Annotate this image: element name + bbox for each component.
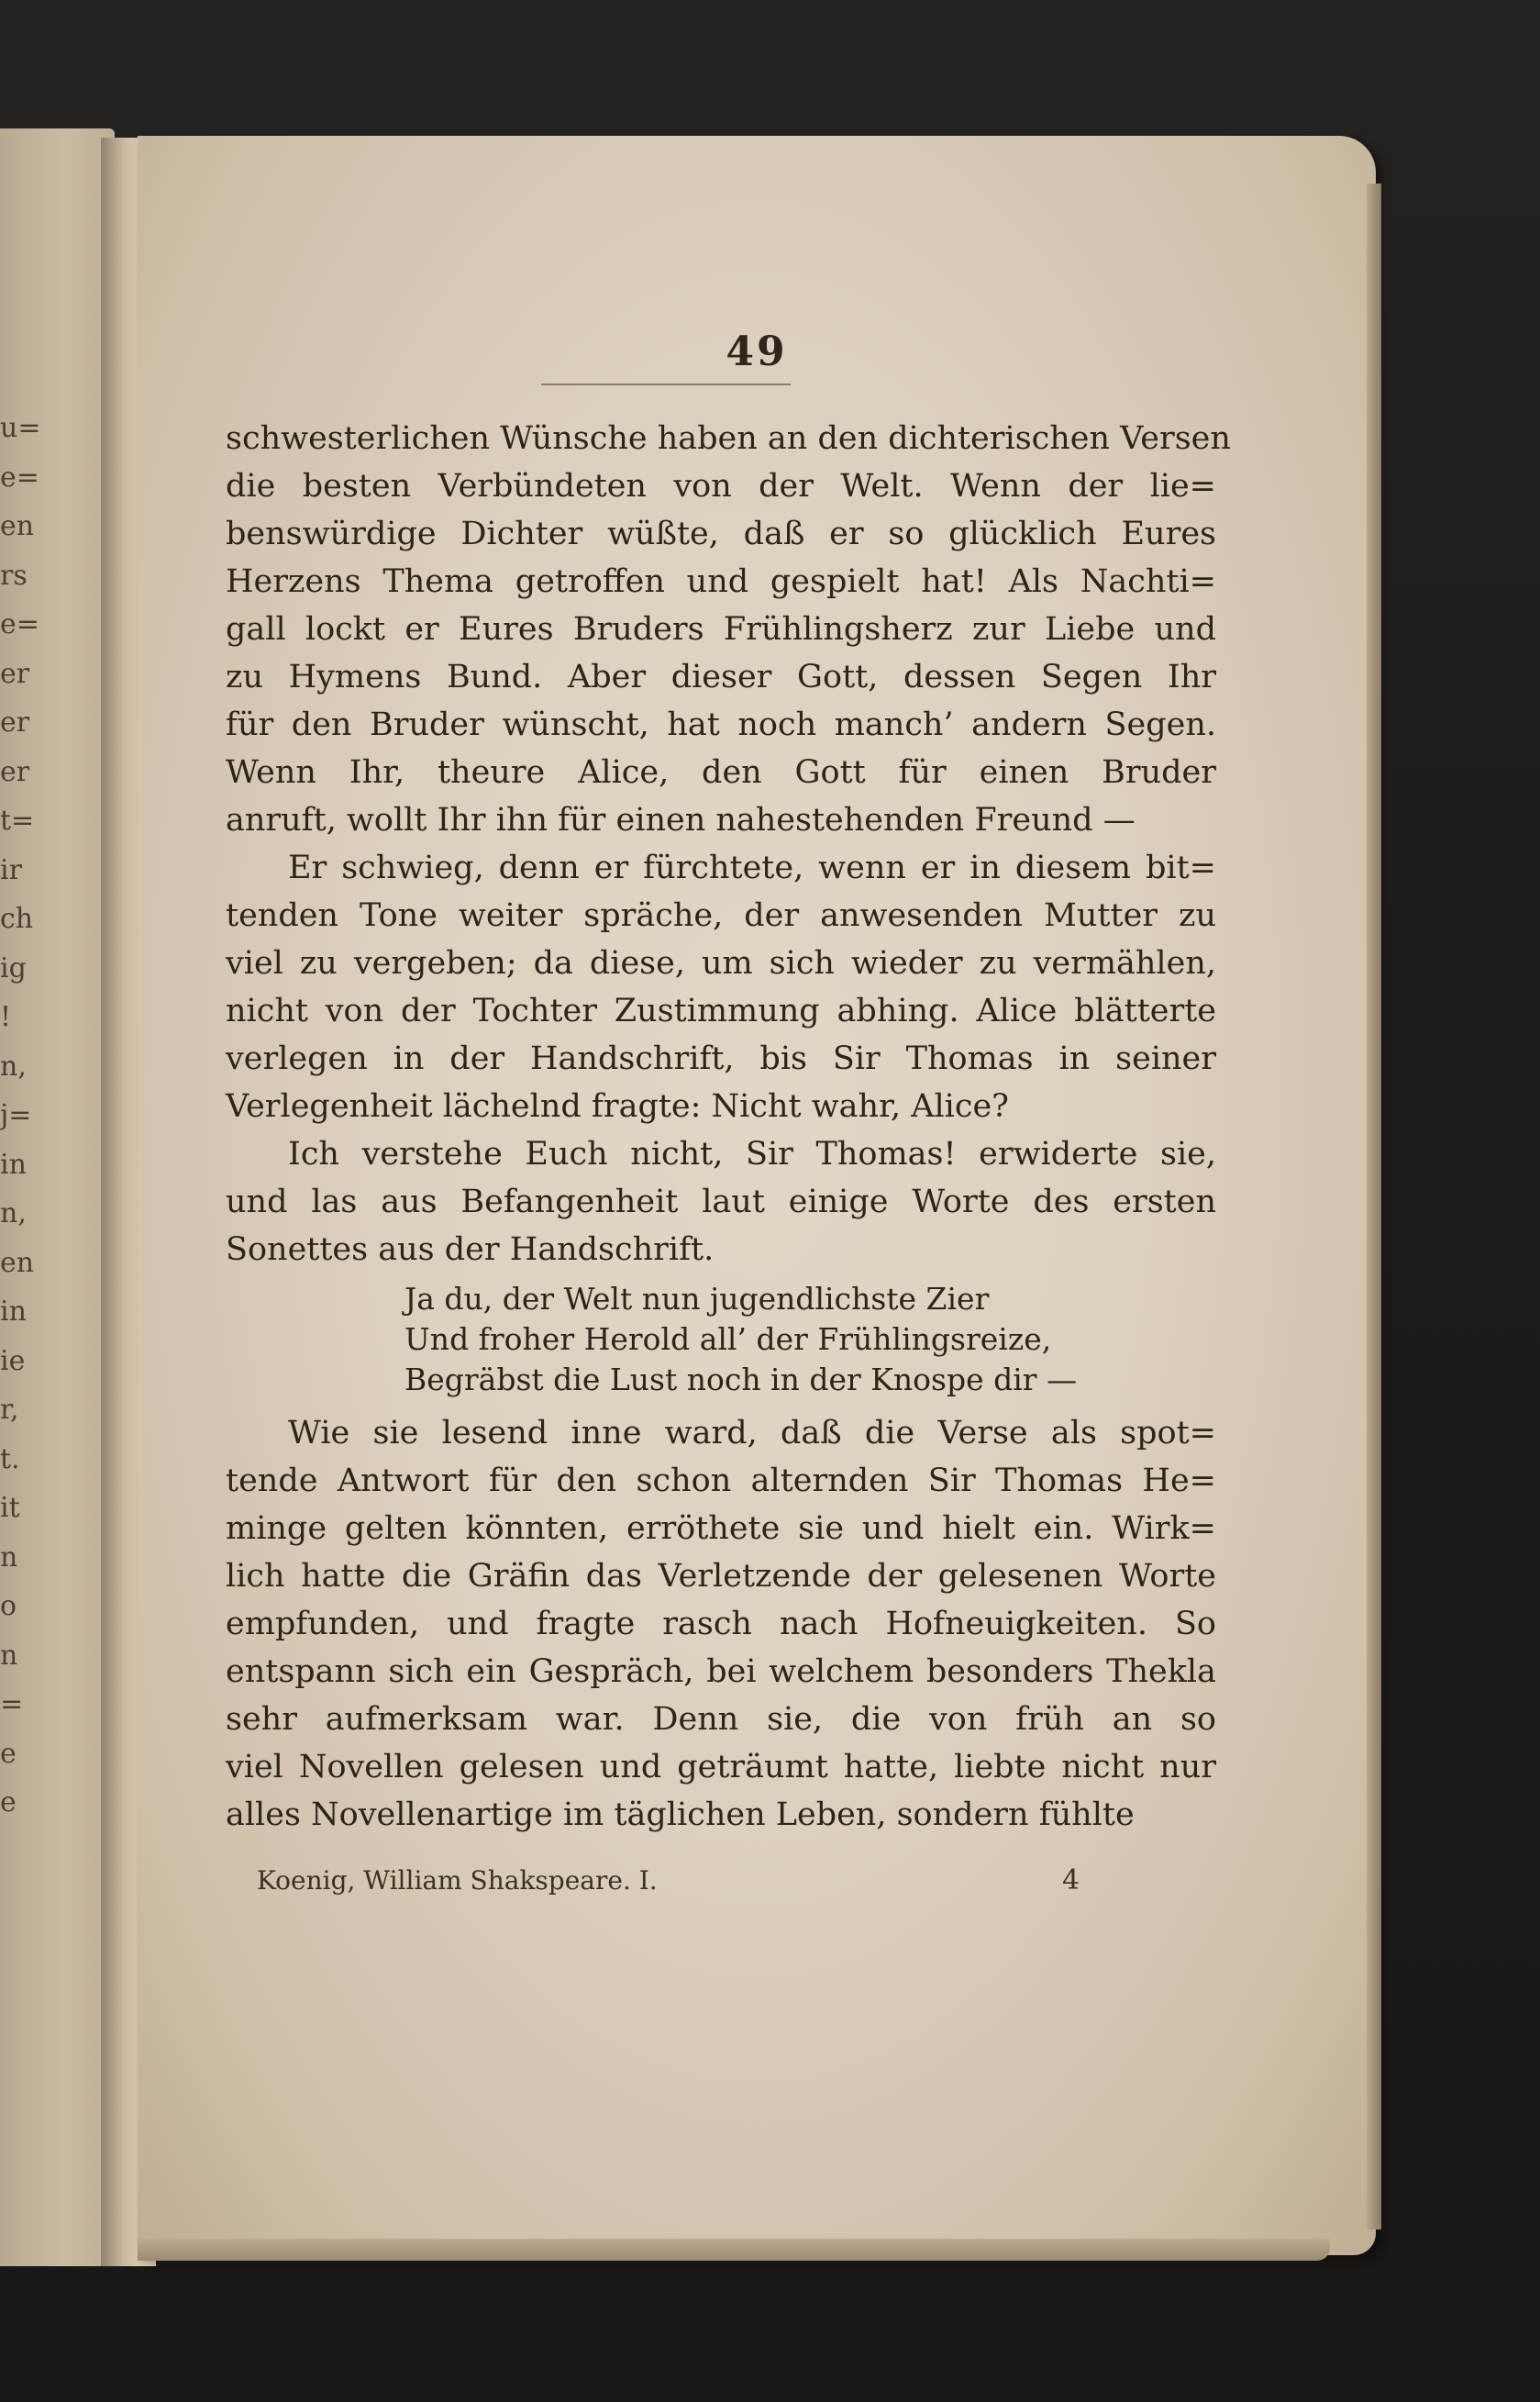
left-page-fragment: ir [0, 853, 22, 886]
verse-line: Und froher Herold all’ der Frühlingsreize, [404, 1321, 1052, 1357]
text-line: empfunden, und fragte rasch nach Hofneuigkeiten. So [226, 1606, 1216, 1642]
left-page-fragment: = [0, 1688, 24, 1720]
text-line: alles Novellenartige im täglichen Leben, sondern fühlte [226, 1796, 1135, 1833]
text-line: lich hatte die Gräfin das Verletzende der gelesenen Worte [226, 1558, 1216, 1595]
page-footer [257, 1861, 1082, 1901]
left-page-fragment: en [0, 510, 35, 542]
left-page-fragment: e= [0, 608, 39, 640]
left-page-fragment: o [0, 1590, 17, 1622]
footer-author-title: Koenig, William Shakspeare. I. [257, 1865, 658, 1896]
text-line: entspann sich ein Gespräch, bei welchem besonders Thekla [226, 1653, 1216, 1690]
text-line: Herzens Thema getroffen und gespielt hat! Als Nachti= [226, 563, 1216, 600]
paragraph [226, 1409, 1216, 1839]
text-line: minge gelten könnten, erröthete sie und hielt ein. Wirk= [226, 1510, 1216, 1547]
left-page-fragment: ch [0, 903, 34, 935]
page-bottom-edge [138, 2239, 1330, 2261]
text-line: für den Bruder wünscht, hat noch manch’ andern Segen. [226, 706, 1216, 743]
text-line: Er schwieg, denn er fürchtete, wenn er in diesem bit= [288, 850, 1216, 886]
text-line: Sonettes aus der Handschrift. [226, 1231, 715, 1268]
left-page-fragment: n, [0, 1050, 27, 1083]
verse-line: Ja du, der Welt nun jugendlichste Zier [404, 1281, 990, 1317]
page-number: 49 [726, 328, 788, 375]
left-page-fragment: t= [0, 805, 35, 837]
left-page-fragment: e [0, 1737, 17, 1770]
left-page-fragment: rs [0, 559, 28, 592]
text-line: und las aus Befangenheit laut einige Worte des ersten [226, 1184, 1216, 1220]
text-line: gall lockt er Eures Bruders Frühlingsherz zur Liebe und [226, 611, 1216, 648]
left-page-fragment: ! [0, 1001, 12, 1033]
text-line: anruft, wollt Ihr ihn für einen nahestehenden Freund — [226, 802, 1136, 839]
left-page-text-fragments [0, 404, 41, 1890]
verse-block [226, 1273, 1216, 1409]
verse-line: Begräbst die Lust noch in der Knospe dir — [404, 1362, 1078, 1397]
left-page-fragment: n, [0, 1197, 27, 1229]
text-line: Wenn Ihr, theure Alice, den Gott für einen Bruder [226, 754, 1216, 791]
text-line: Verlegenheit lächelnd fragte: Nicht wahr, Alice? [226, 1088, 1009, 1125]
text-line: viel Novellen gelesen und geträumt hatte, liebte nicht nur [226, 1749, 1216, 1785]
text-line: schwesterlichen Wünsche haben an den dichterischen Versen [226, 420, 1231, 457]
left-page-fragment: ie [0, 1344, 26, 1377]
left-page-fragment: in [0, 1148, 27, 1181]
left-page-fragment: er [0, 755, 30, 788]
text-line: Ich verstehe Euch nicht, Sir Thomas! erwiderte sie, [288, 1136, 1216, 1173]
text-line: die besten Verbündeten von der Welt. Wenn der lie= [226, 468, 1216, 505]
left-page-fragment: in [0, 1296, 27, 1328]
page-stack-edge [1367, 183, 1381, 2230]
body-text [226, 415, 1231, 1839]
left-page-fragment: er [0, 657, 30, 690]
left-page-fragment: t. [0, 1442, 20, 1475]
paragraph [226, 1130, 1216, 1273]
text-line: benswürdige Dichter wüßte, daß er so glücklich Eures [226, 516, 1216, 552]
left-page-fragment: it [0, 1492, 20, 1524]
text-line: zu Hymens Bund. Aber dieser Gott, dessen Segen Ihr [226, 659, 1216, 695]
text-line: sehr aufmerksam war. Denn sie, die von früh an so [226, 1701, 1216, 1738]
left-page-fragment: n [0, 1639, 18, 1672]
text-line: nicht von der Tochter Zustimmung abhing. Alice blätterte [226, 993, 1216, 1029]
header-rule [541, 384, 791, 385]
text-line: Wie sie lesend inne ward, daß die Verse als spot= [288, 1415, 1216, 1451]
left-page-fragment: er [0, 706, 30, 739]
paragraph [226, 844, 1216, 1130]
paragraph [226, 415, 1231, 844]
sonnet-quote [226, 1279, 1216, 1400]
text-line: tenden Tone weiter spräche, der anwesenden Mutter zu [226, 897, 1216, 934]
text-line: viel zu vergeben; da diese, um sich wieder zu vermählen, [226, 945, 1216, 982]
left-page-fragment: u= [0, 412, 41, 444]
left-page-fragment: e= [0, 461, 39, 494]
left-page-fragment: j= [0, 1099, 32, 1131]
right-page [138, 136, 1376, 2255]
left-page-fragment: en [0, 1246, 35, 1279]
left-page-fragment: r, [0, 1394, 19, 1426]
printer-signature: 4 [1062, 1864, 1080, 1896]
text-line: tende Antwort für den schon alternden Sir Thomas He= [226, 1462, 1216, 1499]
text-line: verlegen in der Handschrift, bis Sir Thomas in seiner [226, 1040, 1216, 1077]
left-page-fragment: n [0, 1540, 18, 1574]
left-page-fragment: e [0, 1786, 17, 1818]
left-page-fragment: ig [0, 951, 27, 984]
